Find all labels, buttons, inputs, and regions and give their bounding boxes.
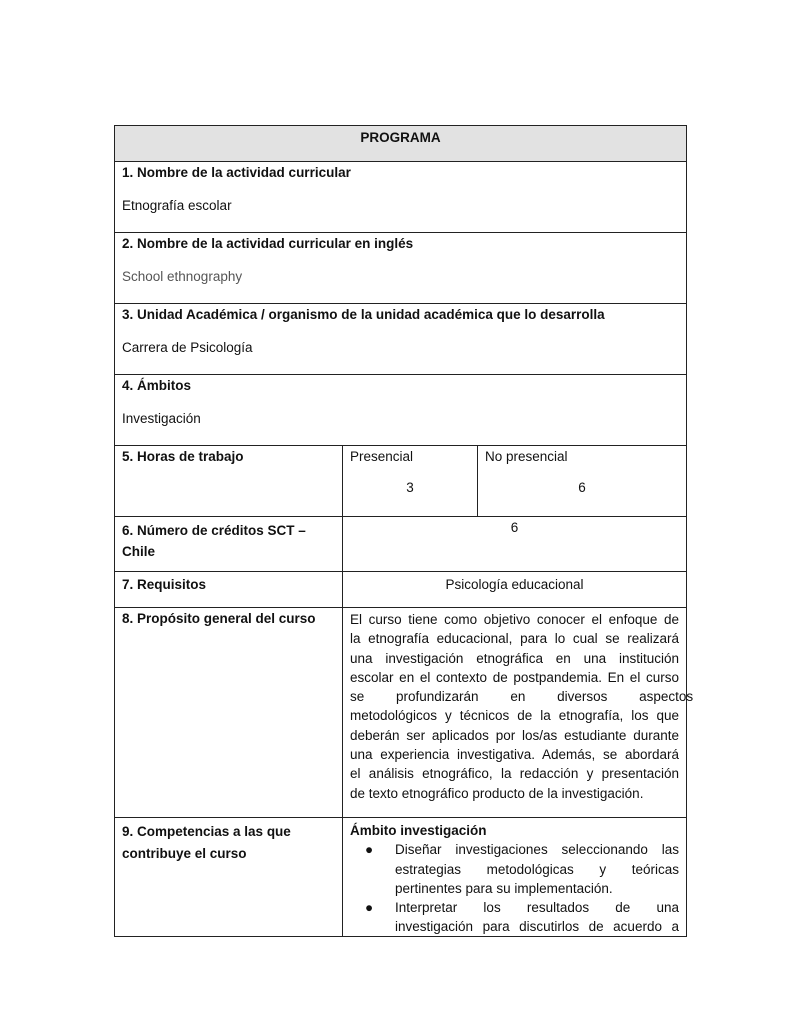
bullet-icon: ●: [365, 842, 374, 858]
section-7-label: 7. Requisitos: [114, 571, 343, 608]
paragraph-line: de texto etnográfico producto de la investigación.: [350, 785, 644, 801]
paragraph-line: una experiencia investigativa. Además, se abordará: [350, 747, 679, 763]
paragraph-line: escolar en el contexto de postpandemia. En el curso: [350, 669, 679, 685]
paragraph-line: metodológicos y técnicos de la etnografía, los que: [350, 708, 679, 724]
section-1-value: Etnografía escolar: [122, 198, 232, 213]
paragraph-line: el análisis etnográfico, la redacción y presentación: [350, 766, 679, 782]
paragraph-line: El curso tiene como objetivo conocer el enfoque de: [350, 612, 679, 627]
section-1: [114, 161, 687, 233]
section-8-text: [342, 607, 694, 818]
section-4-value: Investigación: [122, 411, 201, 426]
section-4-label: 4. Ámbitos: [122, 378, 192, 393]
paragraph-line: la etnografía educacional, para lo cual se realizará: [350, 631, 679, 647]
presencial-label: Presencial: [350, 449, 414, 464]
bullet-line: Interpretar los resultados de una: [395, 900, 679, 916]
section-9-label-line: 9. Competencias a las que: [122, 824, 291, 839]
section-2: [114, 232, 687, 304]
no-presencial-value: 6: [578, 480, 586, 495]
competency-item: [350, 898, 679, 937]
section-4: [114, 374, 687, 446]
no-presencial-label: No presencial: [485, 449, 568, 464]
paragraph-line: una investigación etnográfica en una institución: [350, 650, 679, 666]
section-2-label: 2. Nombre de la actividad curricular en inglés: [122, 236, 414, 251]
section-7-value: Psicología educacional: [342, 571, 687, 608]
section-1-label: 1. Nombre de la actividad curricular: [122, 165, 351, 180]
no-presencial-cell: [477, 445, 687, 517]
section-6-label: [114, 516, 343, 572]
presencial-cell: [342, 445, 478, 517]
section-6-label-line: 6. Número de créditos SCT –: [122, 523, 306, 538]
paragraph-line: se profundizarán en diversos aspectos: [350, 689, 694, 705]
presencial-value: 3: [406, 480, 414, 495]
section-3-label: 3. Unidad Académica / organismo de la unidad académica que lo desarrolla: [122, 307, 605, 322]
section-9-content: [342, 817, 687, 937]
section-2-value: School ethnography: [122, 269, 243, 284]
section-9-label: [114, 817, 343, 937]
section-8-label: 8. Propósito general del curso: [114, 607, 343, 818]
competency-item: [350, 840, 679, 898]
section-6-label-line: Chile: [122, 544, 156, 559]
bullet-line: investigación para discutirlos de acuerdo a: [395, 919, 679, 935]
bullet-line: pertinentes para su implementación.: [395, 880, 613, 896]
section-6-value: 6: [342, 516, 687, 572]
program-header: PROGRAMA: [114, 125, 687, 162]
section-5-label: 5. Horas de trabajo: [114, 445, 343, 517]
paragraph-line: deberán ser aplicados por los/as estudiante durante: [350, 727, 679, 743]
section-3: [114, 303, 687, 375]
bullet-line: Diseñar investigaciones seleccionando las: [395, 842, 679, 858]
bullet-line: estrategias metodológicas y teóricas: [395, 861, 679, 877]
competency-heading: Ámbito investigación: [350, 823, 487, 838]
section-9-label-line: contribuye el curso: [122, 846, 247, 861]
bullet-icon: ●: [365, 900, 374, 916]
section-3-value: Carrera de Psicología: [122, 340, 253, 355]
